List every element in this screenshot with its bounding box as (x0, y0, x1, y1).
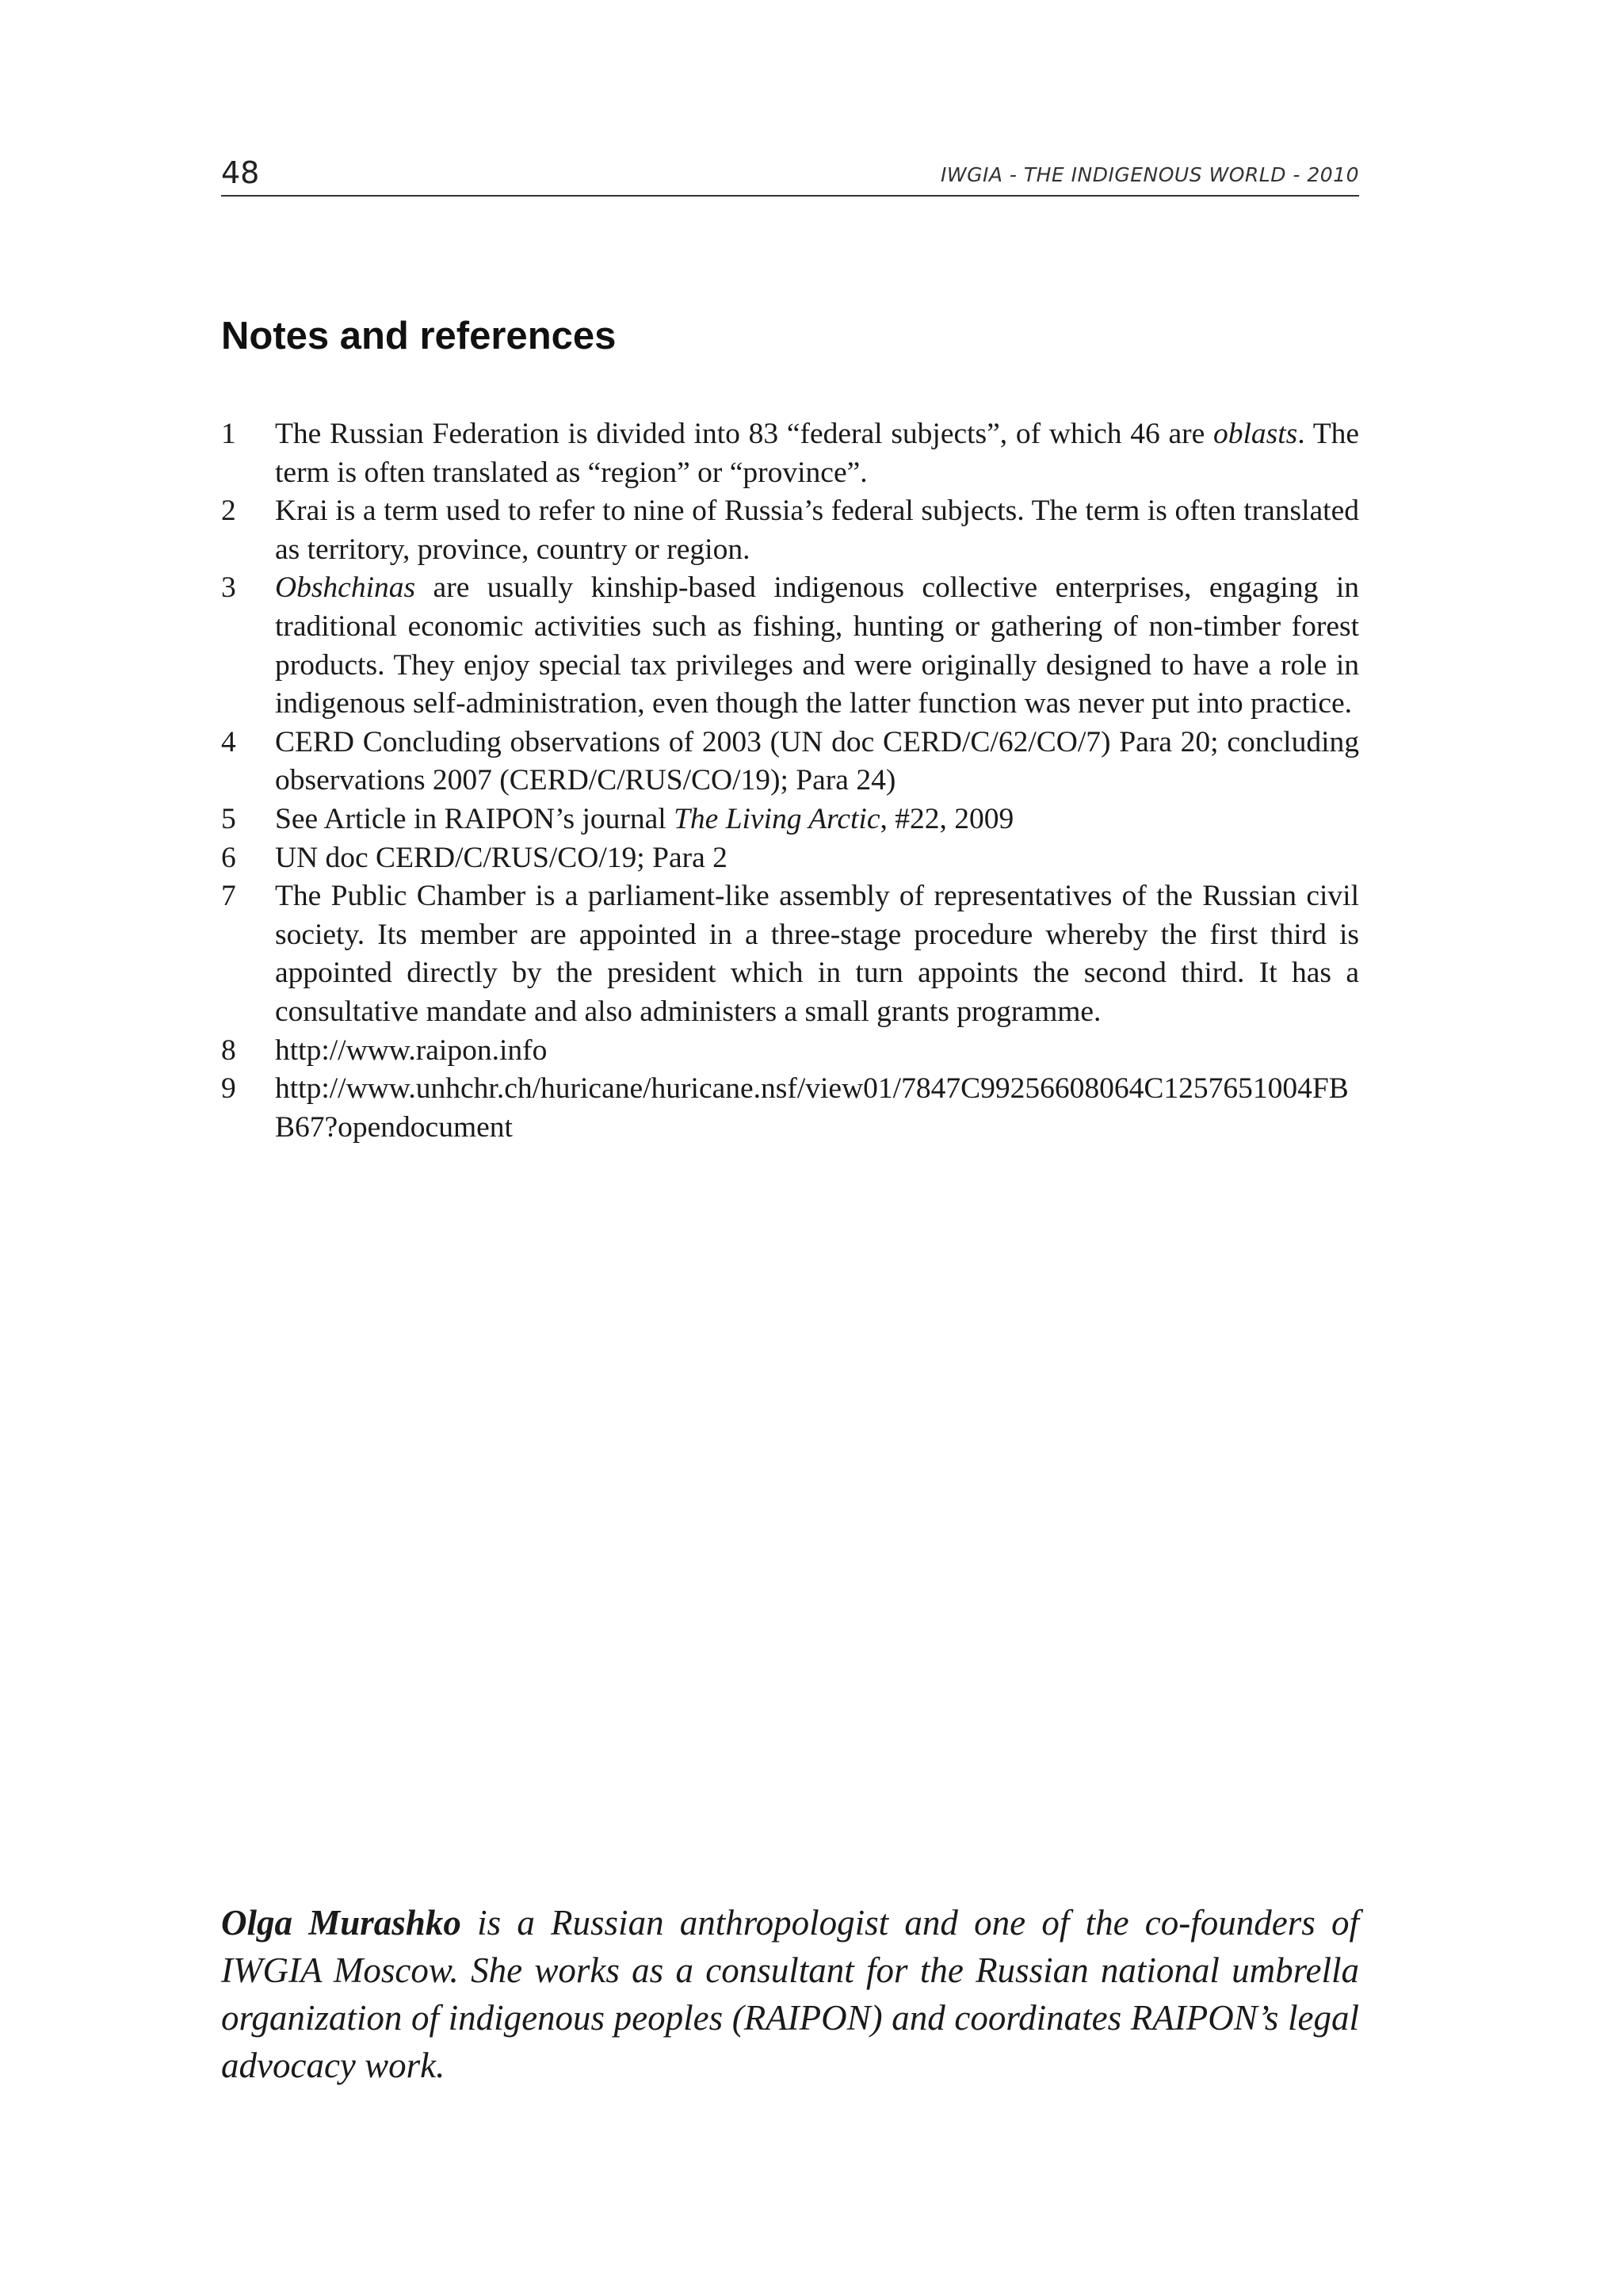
note-item (221, 415, 1359, 492)
author-bio-text: is a Russian anthropologist and one of the co-founders of IWGIA Moscow. She works as a consultant for the Russian national umbrella organization of indigenous peoples (RAIPON) and coordinates RAIPON’s legal advocacy work. (221, 1903, 1359, 2085)
notes-list (221, 415, 1359, 1147)
note-text-segment: See Article in RAIPON’s journal (275, 802, 674, 835)
note-item (221, 877, 1359, 1031)
note-text (275, 877, 1359, 1031)
note-text (275, 569, 1359, 723)
note-text-segment: UN doc CERD/C/RUS/CO/19; Para 2 (275, 841, 727, 874)
note-text (275, 800, 1359, 839)
note-number: 2 (221, 495, 236, 528)
note-text-segment: http://www.raipon.info (275, 1033, 548, 1067)
note-item (221, 569, 1359, 723)
note-text (275, 492, 1359, 569)
note-text-segment: The Russian Federation is divided into 83 “federal subjects”, of which 46 are (275, 418, 1213, 450)
note-italic-term: Obshchinas (275, 571, 416, 605)
author-bio (221, 1899, 1359, 2089)
note-number: 1 (221, 418, 236, 450)
running-header (221, 155, 1359, 197)
note-number: 9 (221, 1072, 236, 1106)
note-text (275, 724, 1359, 800)
note-text-segment: http://www.unhchr.ch/huricane/huricane.nsf/view01/7847C99256608064C1257651004FBB67?opendocument (275, 1072, 1349, 1144)
note-text (275, 839, 1359, 878)
note-text-segment: Krai is a term used to refer to nine of Russia’s federal subjects. The term is often translated as territory, province, country or region. (275, 495, 1359, 566)
note-number: 8 (221, 1033, 236, 1067)
note-number: 5 (221, 802, 236, 835)
note-text (275, 1070, 1359, 1147)
note-italic-term: oblasts (1212, 418, 1298, 450)
note-item (221, 1032, 1359, 1071)
note-italic-term: The Living Arctic (674, 802, 880, 835)
note-number: 6 (221, 841, 236, 874)
note-item (221, 1070, 1359, 1147)
note-text-segment: , #22, 2009 (880, 802, 1014, 835)
note-item (221, 492, 1359, 569)
note-item (221, 724, 1359, 800)
note-text-segment: are usually kinship-based indigenous collective enterprises, engaging in traditional economic activities such as fishing, hunting or gathering of non-timber forest products. They enjoy special tax privileges and were originally designed to have a role in indigenous self-administration, even though the latter function was never put into practice. (275, 571, 1359, 720)
journal-title: IWGIA - THE INDIGENOUS WORLD - 2010 (940, 163, 1359, 186)
note-number: 4 (221, 725, 236, 758)
note-text-segment: The Public Chamber is a parliament-like assembly of representatives of the Russian civil society. Its member are appointed in a three-stage procedure whereby the first third is appointed directly by the president which in turn appoints the second third. It has a consultative mandate and also administers a small grants programme. (275, 880, 1359, 1028)
section-heading: Notes and references (221, 315, 617, 357)
note-text-segment: . The term is often translated as “region” or “province”. (275, 418, 1359, 489)
note-text (275, 415, 1359, 492)
note-number: 3 (221, 571, 236, 605)
note-item (221, 839, 1359, 878)
note-number: 7 (221, 880, 236, 913)
note-text-segment: CERD Concluding observations of 2003 (UN doc CERD/C/62/CO/7) Para 20; concluding observations 2007 (CERD/C/RUS/CO/19); Para 24) (275, 725, 1359, 797)
note-item (221, 800, 1359, 839)
note-text (275, 1032, 1359, 1071)
author-name: Olga Murashko (221, 1903, 461, 1943)
page-number: 48 (221, 155, 260, 190)
